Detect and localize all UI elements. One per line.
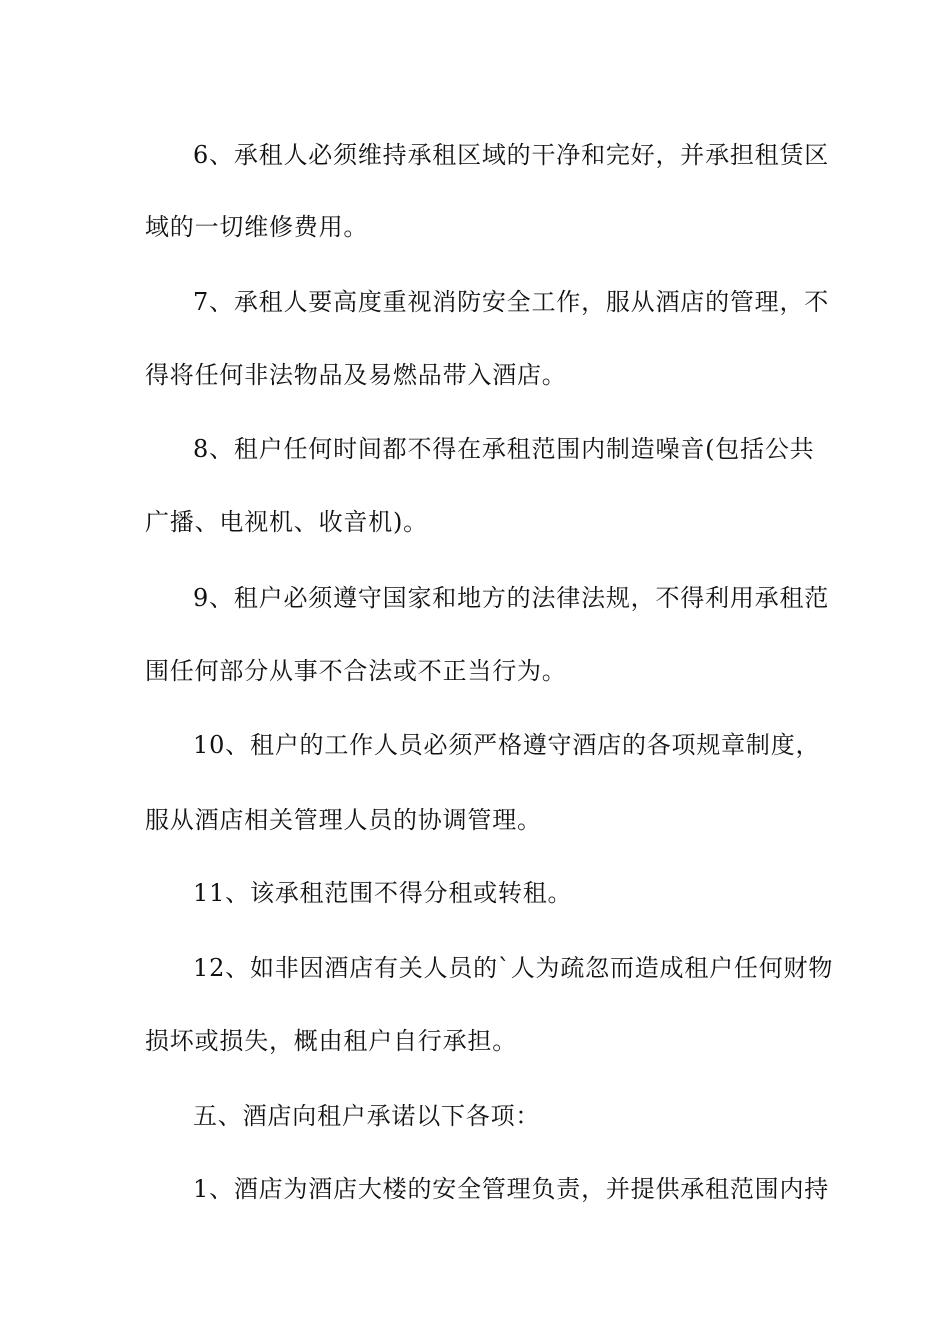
clause-10-line-1: 10、租户的工作人员必须严格遵守酒店的各项规章制度， (193, 731, 821, 759)
clause-11-line-1: 11、该承租范围不得分租或转租。 (193, 879, 573, 907)
clause-10-line-2: 服从酒店相关管理人员的协调管理。 (145, 806, 542, 834)
section-5-clause-1-line-1: 1、酒店为酒店大楼的安全管理负责，并提供承租范围内持 (193, 1175, 830, 1203)
clause-6-line-2: 域的一切维修费用。 (145, 213, 369, 241)
section-5-heading: 五、酒店向租户承诺以下各项： (193, 1102, 541, 1130)
clause-7-line-2: 得将任何非法物品及易燃品带入酒店。 (145, 361, 567, 389)
clause-12-line-1: 12、如非因酒店有关人员的`人为疏忽而造成租户任何财物 (193, 954, 834, 982)
clause-12-line-2: 损坏或损失，概由租户自行承担。 (145, 1027, 517, 1055)
clause-7-line-1: 7、承租人要高度重视消防安全工作，服从酒店的管理，不 (193, 288, 830, 316)
clause-6-line-1: 6、承租人必须维持承租区域的干净和完好，并承担租赁区 (193, 141, 830, 169)
clause-8-line-1: 8、租户任何时间都不得在承租范围内制造噪音(包括公共 (193, 435, 815, 463)
clause-9-line-2: 围任何部分从事不合法或不正当行为。 (145, 657, 567, 685)
clause-8-line-2: 广播、电视机、收音机)。 (145, 508, 428, 536)
clause-9-line-1: 9、租户必须遵守国家和地方的法律法规，不得利用承租范 (193, 584, 830, 612)
